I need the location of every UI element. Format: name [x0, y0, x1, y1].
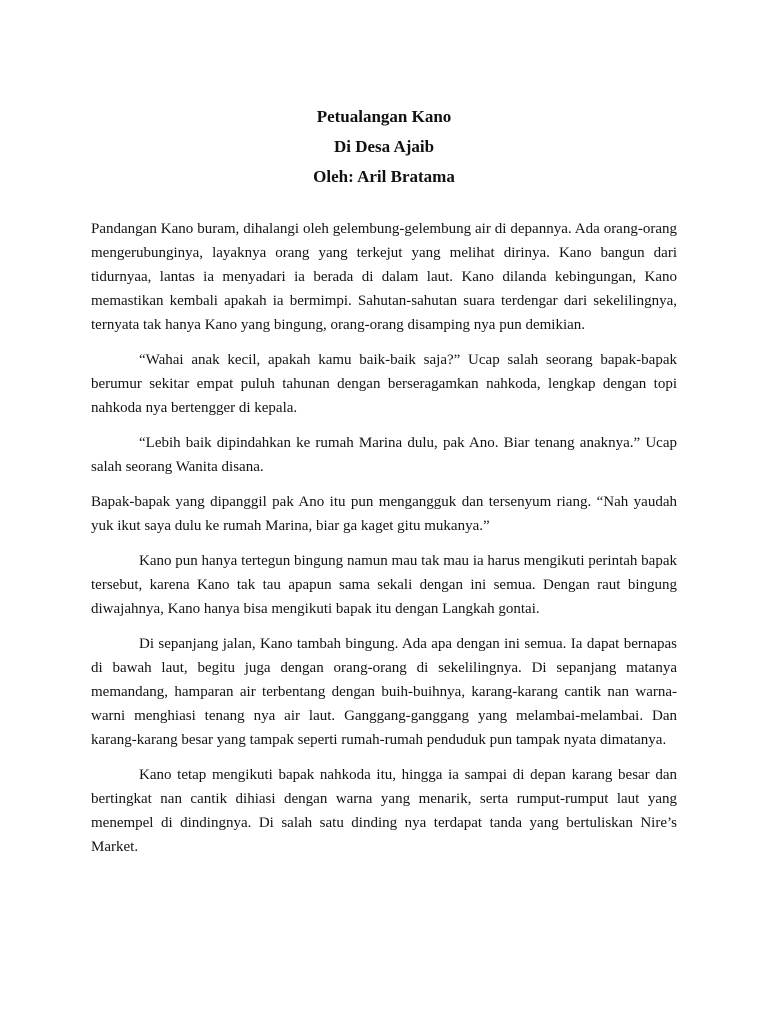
paragraph-6: Di sepanjang jalan, Kano tambah bingung. Ada apa dengan ini semua. Ia dapat bernapas di bawah laut, begitu juga dengan orang-orang di sekelilingnya. Di sepanjang matanya memandang, hamparan air terbentang dengan buih-buihnya, karang-karang cantik nan warna-warni menghiasi tenang nya air laut. Ganggang-ganggang yang melambai-melambai. Dan karang-karang besar yang tampak seperti rumah-rumah penduduk pun tampak nyata dimatanya.: [91, 636, 677, 748]
paragraph-1: Pandangan Kano buram, dihalangi oleh gelembung-gelembung air di depannya. Ada orang-orang mengerubunginya, layaknya orang yang terkejut yang melihat dirinya. Kano bangun dari tidurnyaa, lantas ia menyadari ia berada di dalam laut. Kano dilanda kebingungan, Kano memastikan kembali apakah ia bermimpi. Sahutan-sahutan suara terdengar dari sekelilingnya, ternyata tak hanya Kano yang bingung, orang-orang disamping nya pun demikian.: [91, 221, 677, 333]
title-line-author: Oleh: Aril Bratama: [313, 167, 455, 186]
paragraph-3: “Lebih baik dipindahkan ke rumah Marina dulu, pak Ano. Biar tenang anaknya.” Ucap salah seorang Wanita disana.: [91, 435, 677, 475]
title-line-main: Petualangan Kano: [316, 107, 452, 126]
paragraph-7: Kano tetap mengikuti bapak nahkoda itu, hingga ia sampai di depan karang besar dan bertingkat nan cantik dihiasi dengan warna yang menarik, serta rumput-rumput laut yang menempel di dindingnya. Di salah satu dinding nya terdapat tanda yang bertuliskan Nire’s Market.: [91, 767, 677, 855]
document-title: [0, 102, 768, 192]
paragraph-5: Kano pun hanya tertegun bingung namun mau tak mau ia harus mengikuti perintah bapak tersebut, karena Kano tak tau apapun sama sekali dengan ini semua. Dengan raut bingung diwajahnya, Kano hanya bisa mengikuti bapak itu dengan Langkah gontai.: [91, 553, 677, 617]
story-body: [91, 217, 677, 870]
paragraph-2: “Wahai anak kecil, apakah kamu baik-baik saja?” Ucap salah seorang bapak-bapak berumur sekitar empat puluh tahunan dengan berseragamkan nahkoda, lengkap dengan topi nahkoda nya bertengger di kepala.: [91, 352, 677, 416]
title-line-subtitle: Di Desa Ajaib: [333, 137, 435, 156]
paragraph-4: Bapak-bapak yang dipanggil pak Ano itu pun mengangguk dan tersenyum riang. “Nah yaudah yuk ikut saya dulu ke rumah Marina, biar ga kaget gitu mukanya.”: [91, 494, 677, 534]
